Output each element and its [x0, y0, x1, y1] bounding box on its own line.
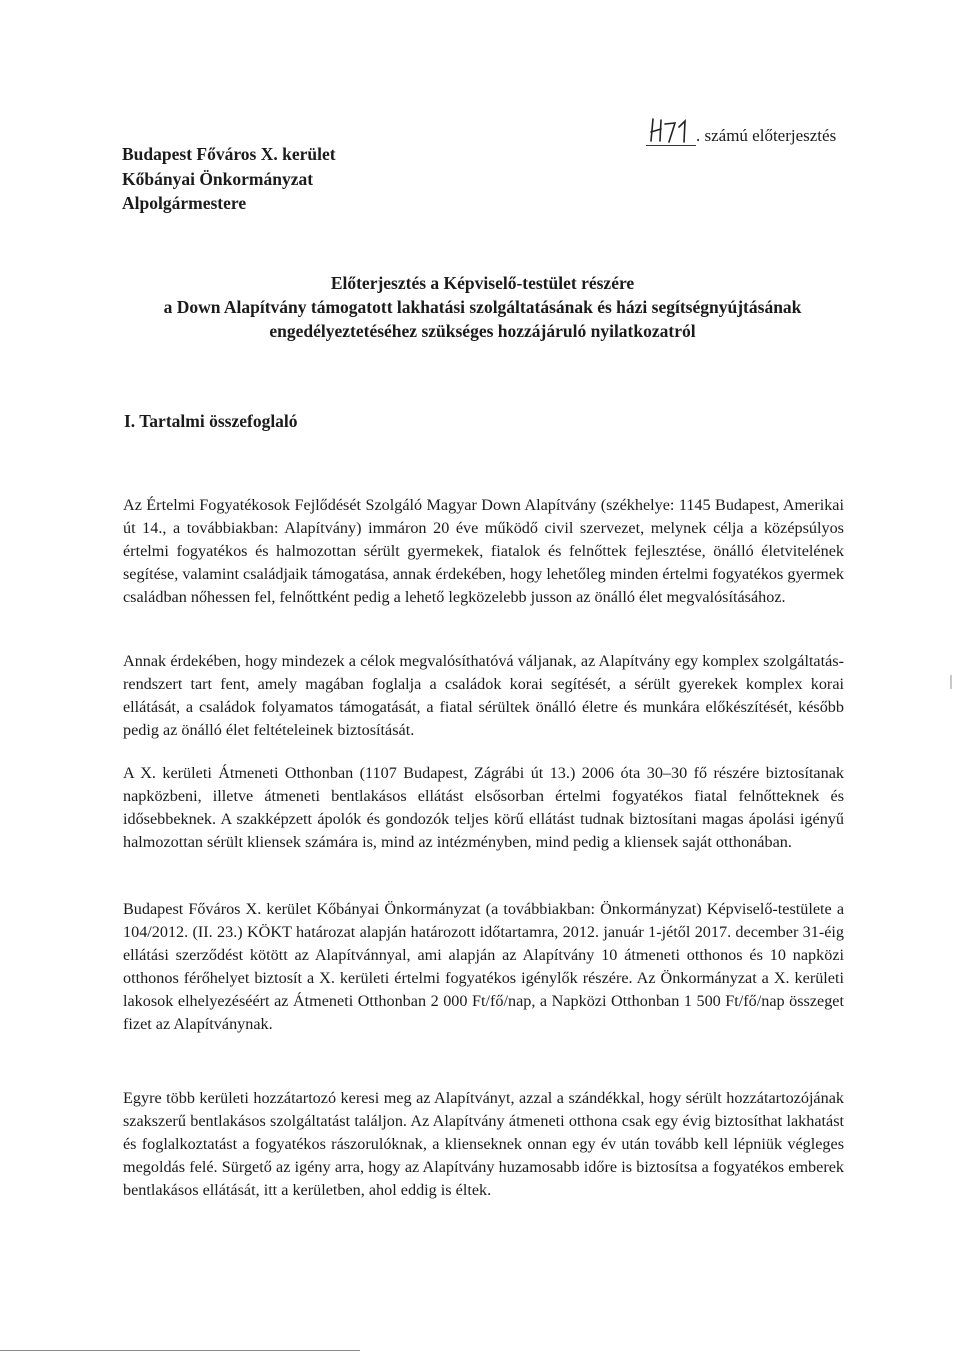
issuer-line-3: Alpolgármestere — [122, 193, 247, 213]
issuer-block — [122, 142, 336, 216]
document-title — [120, 271, 845, 343]
title-line-2: a Down Alapítvány támogatott lakhatási szolgáltatásának és házi segítségnyújtásának — [163, 297, 802, 317]
scan-mark — [950, 675, 952, 689]
paragraph-3: A X. kerületi Átmeneti Otthonban (1107 Budapest, Zágrábi út 13.) 2006 óta 30–30 fő részére biztosítanak napközbeni, illetve átmeneti bentlakásos ellátást elsősorban értelmi fogyatékos fiatal felnőtteknek és idősebbeknek. A szakképzett ápolók és gondozók teljes körű ellátást tudnak biztosítani magas ápolási igényű halmozottan sérült kliensek számára is, mind az intézményben, mind pedig a kliensek saját otthonában. — [123, 764, 844, 851]
handwritten-number-drawing — [648, 117, 694, 144]
issuer-line-1: Budapest Főváros X. kerület — [122, 144, 336, 164]
handwritten-number — [646, 115, 696, 146]
section-heading: I. Tartalmi összefoglaló — [124, 411, 298, 431]
paragraph-1: Az Értelmi Fogyatékosok Fejlődését Szolgáló Magyar Down Alapítvány (székhelye: 1145 Budapest, Amerikai út 14., a továbbiakban: Alapítvány) immáron 20 éve működő civil szervezet, melynek célja a középsúlyos értelmi fogyatékos és halmozottan sérült gyermekek, fiatalok és felnőttek fejlesztése, önálló életvitelének segítése, valamint családjaik támogatása, annak érdekében, hogy lehetőleg minden értelmi fogyatékos gyermek családban nőhessen fel, felnőttként pedig a lehető legközelebb jusson az önálló élet megvalósításához. — [123, 496, 844, 606]
issuer-line-2: Kőbányai Önkormányzat — [122, 168, 314, 189]
title-line-3: engedélyeztetéséhez szükséges hozzájáruló nyilatkozatról — [269, 321, 696, 341]
footer-rule — [0, 1350, 360, 1351]
paragraph-4: Budapest Főváros X. kerület Kőbányai Önkormányzat (a továbbiakban: Önkormányzat) Képviselő-testülete a 104/2012. (II. 23.) KÖKT határozat alapján határozott időtartamra, 2012. január 1-jétől 2017. december 31-éig ellátási szerződést kötött az Alapítvánnyal, ami alapján az Alapítvány 10 átmeneti otthonos és 10 napközi otthonos férőhelyet biztosít a X. kerületi értelmi fogyatékos igénylők részére. Az Önkormányzat a X. kerületi lakosok elhelyezéséért az Átmeneti Otthonban 2 000 Ft/fő/nap, a Napközi Otthonban 1 500 Ft/fő/nap összeget fizet az Alapítványnak. — [123, 900, 844, 1033]
title-line-1: Előterjesztés a Képviselő-testület részére — [330, 273, 635, 293]
document-number — [646, 115, 836, 146]
paragraph-5: Egyre több kerületi hozzátartozó keresi meg az Alapítványt, azzal a szándékkal, hogy sérült hozzátartozójának szakszerű bentlakásos szolgáltatást találjon. Az Alapítvány átmeneti otthona csak egy évig biztosíthat lakhatást és foglalkoztatást a fogyatékos rászorulóknak, a klienseknek onnan egy év után tovább kell lépniük végleges megoldás felé. Sürgető az igény arra, hogy az Alapítvány huzamosabb időre is biztosítsa a fogyatékos emberek bentlakásos ellátását, itt a kerületben, ahol eddig is éltek. — [123, 1089, 844, 1199]
document-number-suffix: . számú előterjesztés — [696, 126, 837, 145]
paragraph-2: Annak érdekében, hogy mindezek a célok megvalósíthatóvá váljanak, az Alapítvány egy komplex szolgáltatás-rendszert tart fent, amely magában foglalja a családok korai segítését, a sérült gyerekek komplex korai ellátását, a családok folyamatos támogatását, a fiatal sérültek önálló életre és munkára előkészítését, később pedig az önálló élet feltételeinek biztosítását. — [123, 652, 844, 739]
